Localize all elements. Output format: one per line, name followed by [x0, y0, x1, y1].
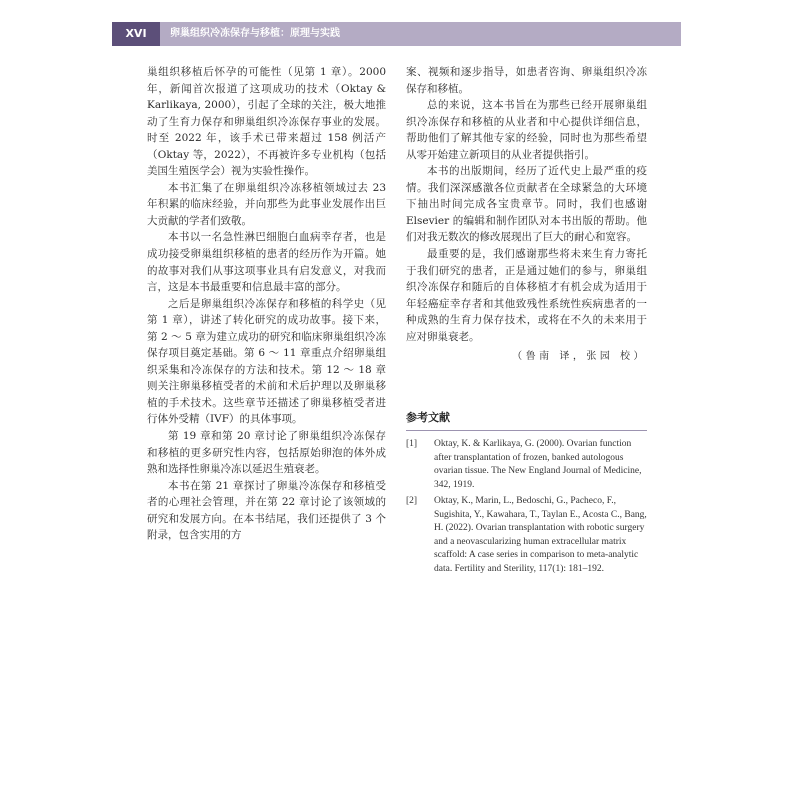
reference-list [406, 438, 647, 576]
left-column [147, 64, 386, 544]
paragraph: 第 19 章和第 20 章讨论了卵巢组织冷冻保存和移植的更多研究性内容，包括原始卵泡的体外成熟和选择性卵巢冷冻以延迟生殖衰老。 [147, 430, 386, 476]
references-heading: 参考文献 [406, 410, 450, 424]
paragraph: 本书以一名急性淋巴细胞白血病幸存者，也是成功接受卵巢组织移植的患者的经历作为开篇。她的故事对我们从事这项事业具有启发意义，对我而言，这是本书最重要和信息最丰富的部分。 [147, 231, 386, 294]
reference-item [406, 438, 647, 492]
paragraph: 本书在第 21 章探讨了卵巢冷冻保存和移植受者的心理社会管理，并在第 22 章讨论了该领域的研究和发展方向。在本书结尾，我们还提供了 3 个附录，包含实用的方 [147, 479, 386, 542]
page-number: XVI [112, 22, 160, 46]
translator-signature: （鲁南 译，张园 校） [512, 351, 647, 363]
reference-number: [2] [406, 496, 418, 507]
reference-number: [1] [406, 439, 418, 450]
reference-item [406, 495, 647, 576]
paragraph: 最重要的是，我们感谢那些将未来生育力寄托于我们研究的患者，正是通过她们的参与，卵巢组织冷冻保存和随后的自体移植才有机会成为适用于年轻癌症幸存者和其他致残性系统性疾病患者的一种成熟的生育力保存技术，或将在不久的未来用于应对卵巢衰老。 [406, 248, 647, 343]
paragraph: 案、视频和逐步指导，如患者咨询、卵巢组织冷冻保存和移植。 [406, 66, 647, 95]
reference-text: Oktay, K., Marin, L., Bedoschi, G., Pacheco, F., Sugishita, Y., Kawahara, T., Taylan E., Acosta C., Bang, H. (2022). Ovarian transplantation with robotic surgery and a neovascularizing human extracellular matrix scaffold: A case series in comparison to meta-analytic data. Fertility and Sterility, 117(1): 181–192. [434, 496, 647, 574]
paragraph: 之后是卵巢组织冷冻保存和移植的科学史（见第 1 章），讲述了转化研究的成功故事。接下来，第 2 ～ 5 章为建立成功的研究和临床卵巢组织冷冻保存项目奠定基础。第 6 ～ 11 章重点介绍卵巢组织采集和冷冻保存的方法和技术。第 12 ～ 18 章则关注卵巢移植受者的术前和术后护理以及卵巢移植的手术技术。这些章节还描述了卵巢移植受者进行体外受精（IVF）的具体事项。 [147, 297, 386, 426]
reference-text: Oktay, K. & Karlikaya, G. (2000). Ovarian function after transplantation of frozen, banked autologous ovarian tissue. The New England Journal of Medicine, 342, 1919. [434, 439, 642, 490]
paragraph: 巢组织移植后怀孕的可能性（见第 1 章）。2000 年，新闻首次报道了这项成功的技术（Oktay & Karlikaya, 2000），引起了全球的关注，极大地推动了生育力保存和卵巢组织冷冻保存事业的发展。时至 2022 年，该手术已带来超过 158 例活产（Oktay 等，2022），不再被许多专业机构（包括美国生殖医学会）视为实验性操作。 [147, 66, 386, 178]
running-title: 卵巢组织冷冻保存与移植：原理与实践 [170, 28, 340, 39]
paragraph: 总的来说，这本书旨在为那些已经开展卵巢组织冷冻保存和移植的从业者和中心提供详细信息，帮助他们了解其他专家的经验，同时也为那些希望从零开始建立新项目的从业者提供指引。 [406, 99, 647, 161]
paragraph: 本书汇集了在卵巢组织冷冻移植领域过去 23 年积累的临床经验，并向那些为此事业发展作出巨大贡献的学者们致敬。 [147, 181, 386, 227]
paragraph: 本书的出版期间，经历了近代史上最严重的疫情。我们深深感激各位贡献者在全球紧急的大环境下抽出时间完成各宝贵章节。同时，我们也感谢 Elsevier 的编辑和制作团队对本书出版的帮助。他们对我无数次的修改展现出了巨大的耐心和宽容。 [406, 165, 647, 244]
right-column [406, 64, 647, 579]
divider [406, 430, 647, 431]
